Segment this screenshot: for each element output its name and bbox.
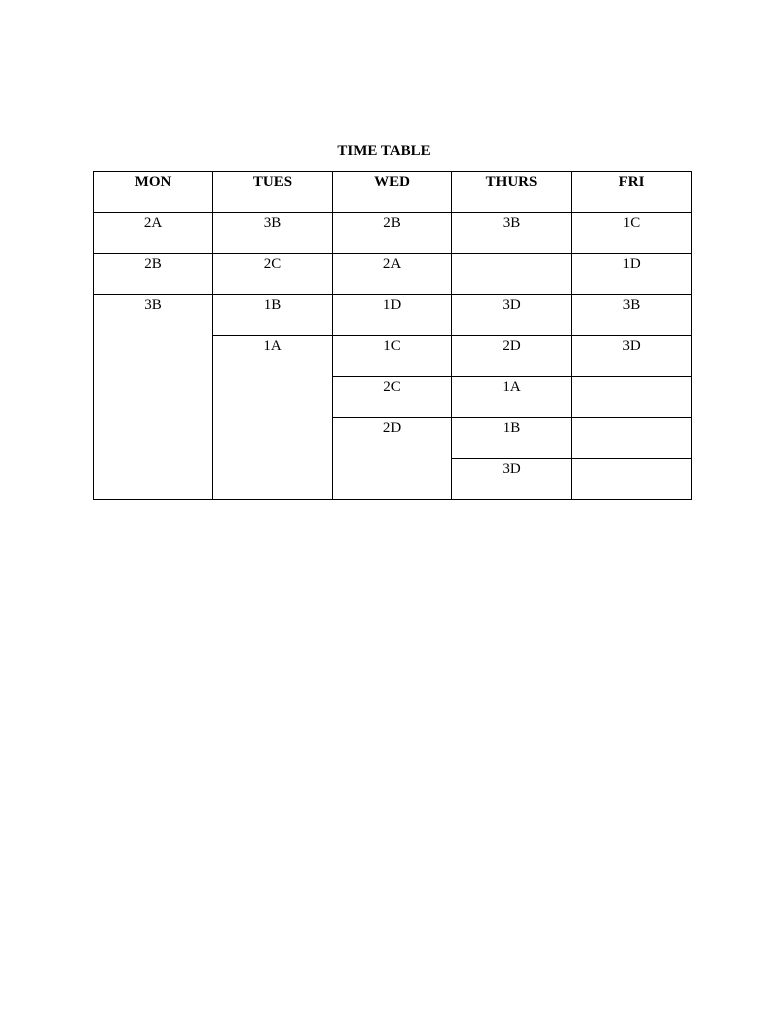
table-cell: 2A <box>94 213 213 254</box>
table-row <box>94 213 692 254</box>
header-cell-mon: MON <box>94 172 213 213</box>
table-cell: 3D <box>572 336 692 377</box>
table-cell: 3B <box>213 213 333 254</box>
table-cell <box>452 254 572 295</box>
table-row <box>94 254 692 295</box>
table-cell: 3D <box>452 295 572 336</box>
timetable <box>93 171 692 500</box>
table-cell <box>572 418 692 459</box>
header-cell-wed: WED <box>333 172 452 213</box>
header-cell-fri: FRI <box>572 172 692 213</box>
table-cell: 3D <box>452 459 572 500</box>
header-cell-tues: TUES <box>213 172 333 213</box>
header-cell-thurs: THURS <box>452 172 572 213</box>
table-cell: 2D <box>452 336 572 377</box>
table-cell: 1A <box>452 377 572 418</box>
table-cell: 1C <box>333 336 452 377</box>
table-cell: 3B <box>452 213 572 254</box>
table-cell: 2C <box>213 254 333 295</box>
table-cell: 2D <box>333 418 452 500</box>
table-cell <box>572 459 692 500</box>
table-cell: 2C <box>333 377 452 418</box>
table-cell: 1A <box>213 336 333 500</box>
table-cell: 2B <box>94 254 213 295</box>
table-header-row <box>94 172 692 213</box>
table-cell: 1B <box>213 295 333 336</box>
table-cell: 2B <box>333 213 452 254</box>
table-cell: 1D <box>572 254 692 295</box>
table-cell: 3B <box>94 295 213 500</box>
table-cell: 1B <box>452 418 572 459</box>
table-cell: 1D <box>333 295 452 336</box>
table-cell: 3B <box>572 295 692 336</box>
table-cell: 2A <box>333 254 452 295</box>
page-title: TIME TABLE <box>337 143 431 159</box>
table-row <box>94 295 692 336</box>
table-cell: 1C <box>572 213 692 254</box>
table-cell <box>572 377 692 418</box>
